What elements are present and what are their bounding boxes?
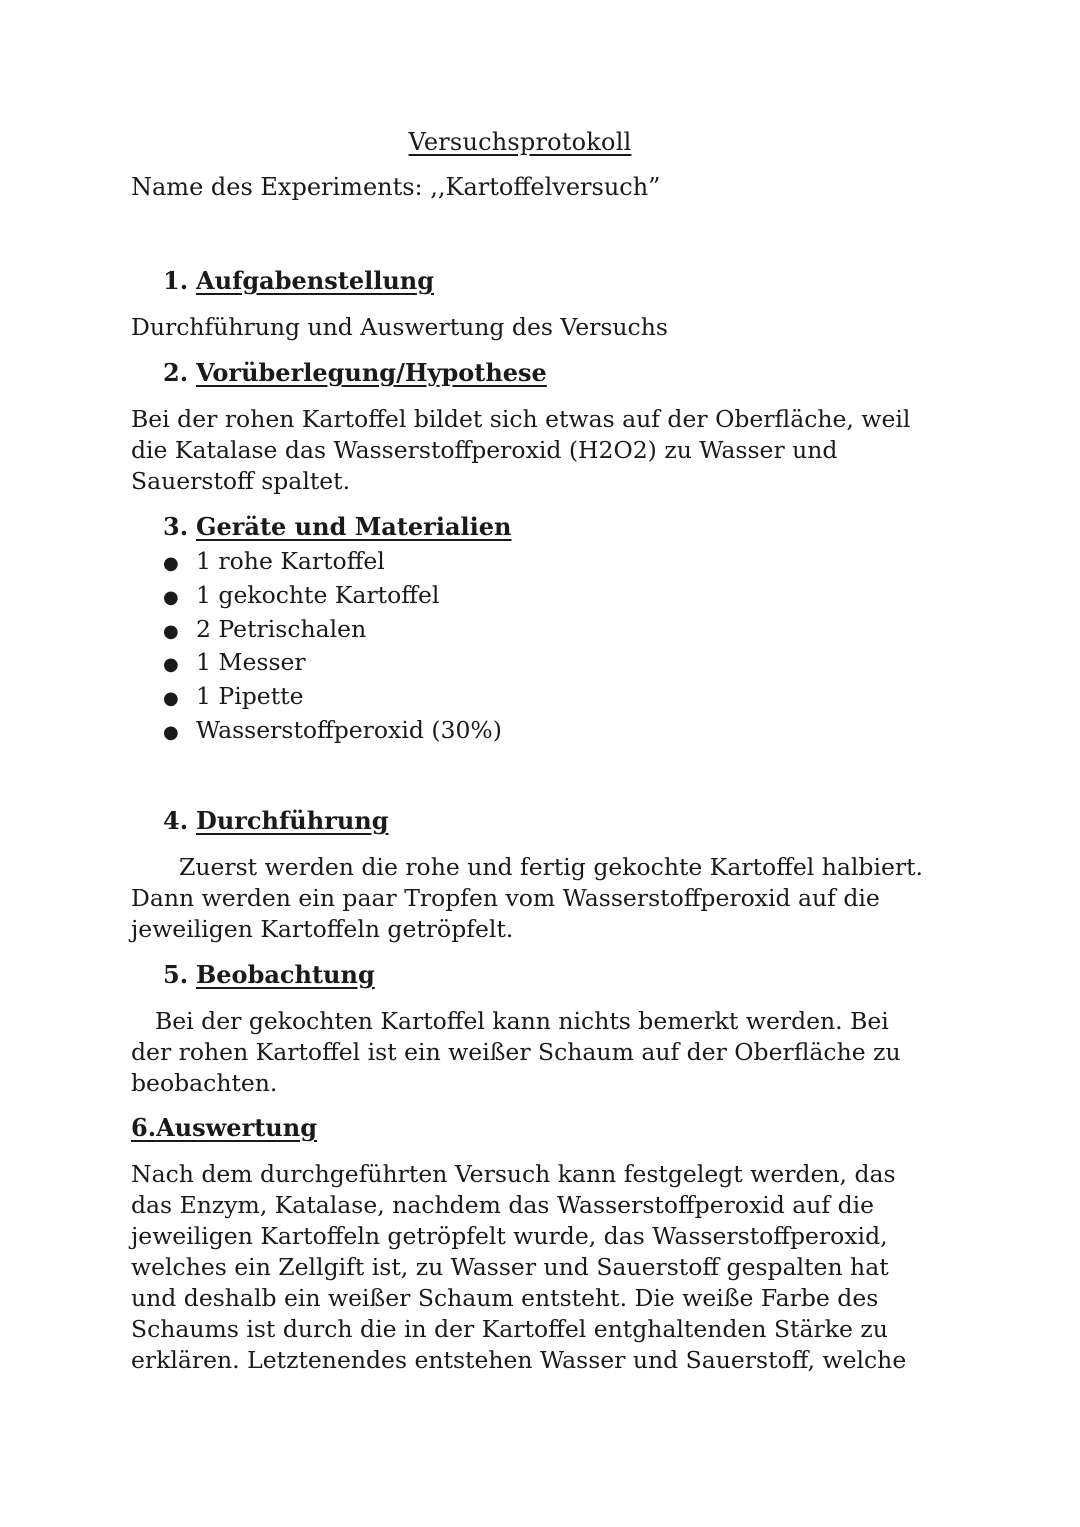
text-line: das Enzym, Katalase, nachdem das Wasserstoffperoxid auf die (131, 1191, 875, 1219)
experiment-name: Name des Experiments: ,,Kartoffelversuch” (131, 173, 661, 201)
text-line: Schaums ist durch die in der Kartoffel entghaltenden Stärke zu (131, 1315, 888, 1343)
section-text-4 (131, 852, 941, 945)
list-item: ● 2 Petrischalen (163, 613, 502, 647)
text-line: Bei der gekochten Kartoffel kann nichts bemerkt werden. Bei (155, 1007, 889, 1035)
text-line: die Katalase das Wasserstoffperoxid (H2O2) zu Wasser und (131, 436, 838, 464)
bullet-icon: ● (163, 721, 179, 743)
section-text-2 (131, 404, 941, 497)
text-line: jeweiligen Kartoffeln getröpfelt. (131, 915, 514, 943)
text-line: der rohen Kartoffel ist ein weißer Schaum auf der Oberfläche zu (131, 1038, 901, 1066)
text-line: Nach dem durchgeführten Versuch kann festgelegt werden, das (131, 1160, 896, 1188)
list-item: ● Wasserstoffperoxid (30%) (163, 714, 502, 748)
bullet-icon: ● (163, 620, 179, 642)
bullet-icon: ● (163, 654, 179, 676)
text-line: Dann werden ein paar Tropfen vom Wasserstoffperoxid auf die (131, 884, 880, 912)
section-heading-3 (163, 512, 511, 541)
text-line: welches ein Zellgift ist, zu Wasser und Sauerstoff gespalten hat (131, 1253, 889, 1281)
text-line: Durchführung und Auswertung des Versuchs (131, 313, 668, 341)
text-line: Bei der rohen Kartoffel bildet sich etwas auf der Oberfläche, weil (131, 405, 911, 433)
text-line: Zuerst werden die rohe und fertig gekochte Kartoffel halbiert. (179, 853, 924, 881)
section-number: 4. (163, 806, 189, 835)
section-title: Auswertung (156, 1113, 317, 1142)
section-number: 5. (163, 960, 189, 989)
section-text-6 (131, 1159, 941, 1376)
section-number: 2. (163, 358, 189, 387)
text-line: erklären. Letztenendes entstehen Wasser und Sauerstoff, welche (131, 1346, 907, 1374)
section-number: 6. (131, 1113, 157, 1142)
section-title: Durchführung (196, 806, 389, 835)
section-title: Beobachtung (196, 960, 375, 989)
list-item: ● 1 Messer (163, 646, 502, 680)
section-title: Geräte und Materialien (196, 512, 512, 541)
section-text-5 (131, 1006, 941, 1099)
text-line: beobachten. (131, 1069, 278, 1097)
section-heading-5 (163, 960, 375, 989)
section-heading-2 (163, 358, 547, 387)
section-text-1 (131, 312, 941, 343)
materials-list (163, 545, 502, 748)
text-line: jeweiligen Kartoffeln getröpfelt wurde, das Wasserstoffperoxid, (131, 1222, 888, 1250)
list-item: ● 1 rohe Kartoffel (163, 545, 502, 579)
bullet-icon: ● (163, 688, 179, 710)
list-item: ● 1 gekochte Kartoffel (163, 579, 502, 613)
section-heading-6 (131, 1113, 317, 1142)
section-title: Aufgabenstellung (196, 266, 435, 295)
section-number: 3. (163, 512, 189, 541)
text-line: Sauerstoff spaltet. (131, 467, 351, 495)
section-title: Vorüberlegung/Hypothese (196, 358, 547, 387)
list-item: ● 1 Pipette (163, 680, 502, 714)
bullet-icon: ● (163, 553, 179, 574)
text-line: und deshalb ein weißer Schaum entsteht. Die weiße Farbe des (131, 1284, 879, 1312)
document-title: Versuchsprotokoll (408, 128, 632, 156)
section-number: 1. (163, 266, 189, 295)
section-heading-1 (163, 266, 434, 295)
bullet-icon: ● (163, 586, 179, 608)
section-heading-4 (163, 806, 389, 835)
